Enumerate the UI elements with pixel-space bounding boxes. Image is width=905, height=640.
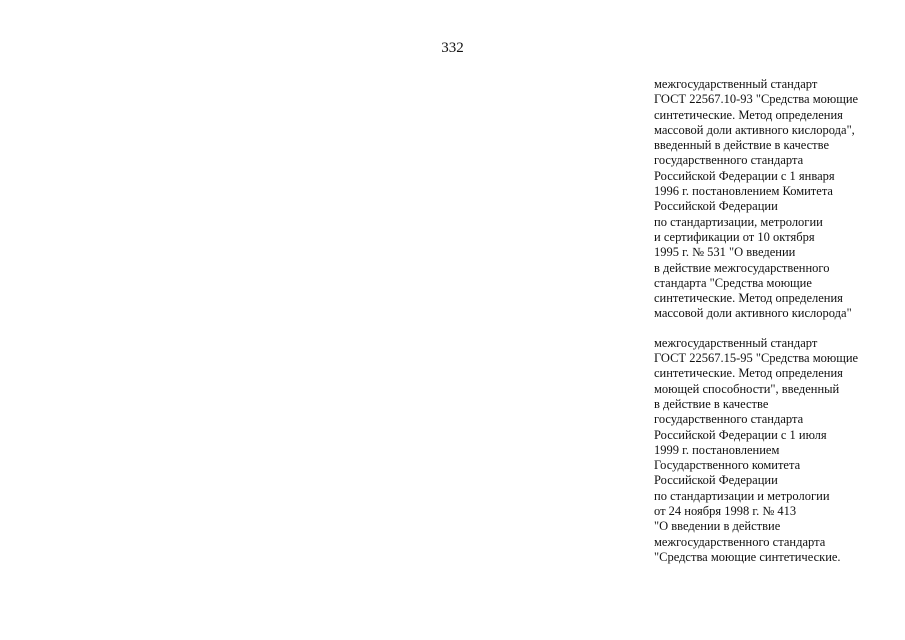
text-line: 1996 г. постановлением Комитета	[654, 184, 833, 199]
text-line: по стандартизации, метрологии	[654, 214, 823, 229]
text-line: введенный в действие в качестве	[654, 138, 830, 153]
text-line: Российской Федерации с 1 июля	[654, 427, 827, 442]
text-line: межгосударственный стандарт	[654, 77, 818, 91]
text-line: моющей способности", введенный	[654, 381, 840, 396]
text-line: межгосударственного стандарта	[654, 534, 826, 549]
text-line: 1999 г. постановлением	[654, 442, 780, 457]
paragraph-gost-22567-10-93	[654, 77, 899, 322]
text-line: синтетические. Метод определения	[654, 107, 843, 122]
text-line: Российской Федерации с 1 января	[654, 168, 835, 183]
text-line: от 24 ноября 1998 г. № 413	[654, 504, 797, 519]
text-line: синтетические. Метод определения	[654, 291, 843, 306]
text-line: "Средства моющие синтетические.	[654, 549, 841, 564]
text-line: стандарта "Средства моющие	[654, 275, 812, 290]
text-line: межгосударственный стандарт	[654, 335, 818, 350]
page-number: 332	[441, 40, 464, 56]
text-line: синтетические. Метод определения	[654, 366, 843, 381]
text-line: ГОСТ 22567.10-93 "Средства моющие	[654, 92, 859, 107]
paragraph-gost-22567-15-95	[654, 336, 899, 565]
text-line: массовой доли активного кислорода",	[654, 122, 855, 137]
text-line: и сертификации от 10 октября	[654, 229, 815, 244]
text-line: Российской Федерации	[654, 199, 778, 214]
text-line: Государственного комитета	[654, 458, 801, 473]
text-line: 1995 г. № 531 "О введении	[654, 245, 796, 260]
text-line: массовой доли активного кислорода"	[654, 306, 852, 321]
text-line: в действие межгосударственного	[654, 260, 830, 275]
text-line: ГОСТ 22567.15-95 "Средства моющие	[654, 351, 859, 366]
text-line: "О введении в действие	[654, 519, 781, 534]
text-line: по стандартизации и метрологии	[654, 488, 830, 503]
text-line: государственного стандарта	[654, 153, 804, 168]
text-line: Российской Федерации	[654, 473, 778, 488]
text-line: в действие в качестве	[654, 396, 769, 411]
text-line: государственного стандарта	[654, 412, 804, 427]
text-column	[654, 77, 899, 565]
